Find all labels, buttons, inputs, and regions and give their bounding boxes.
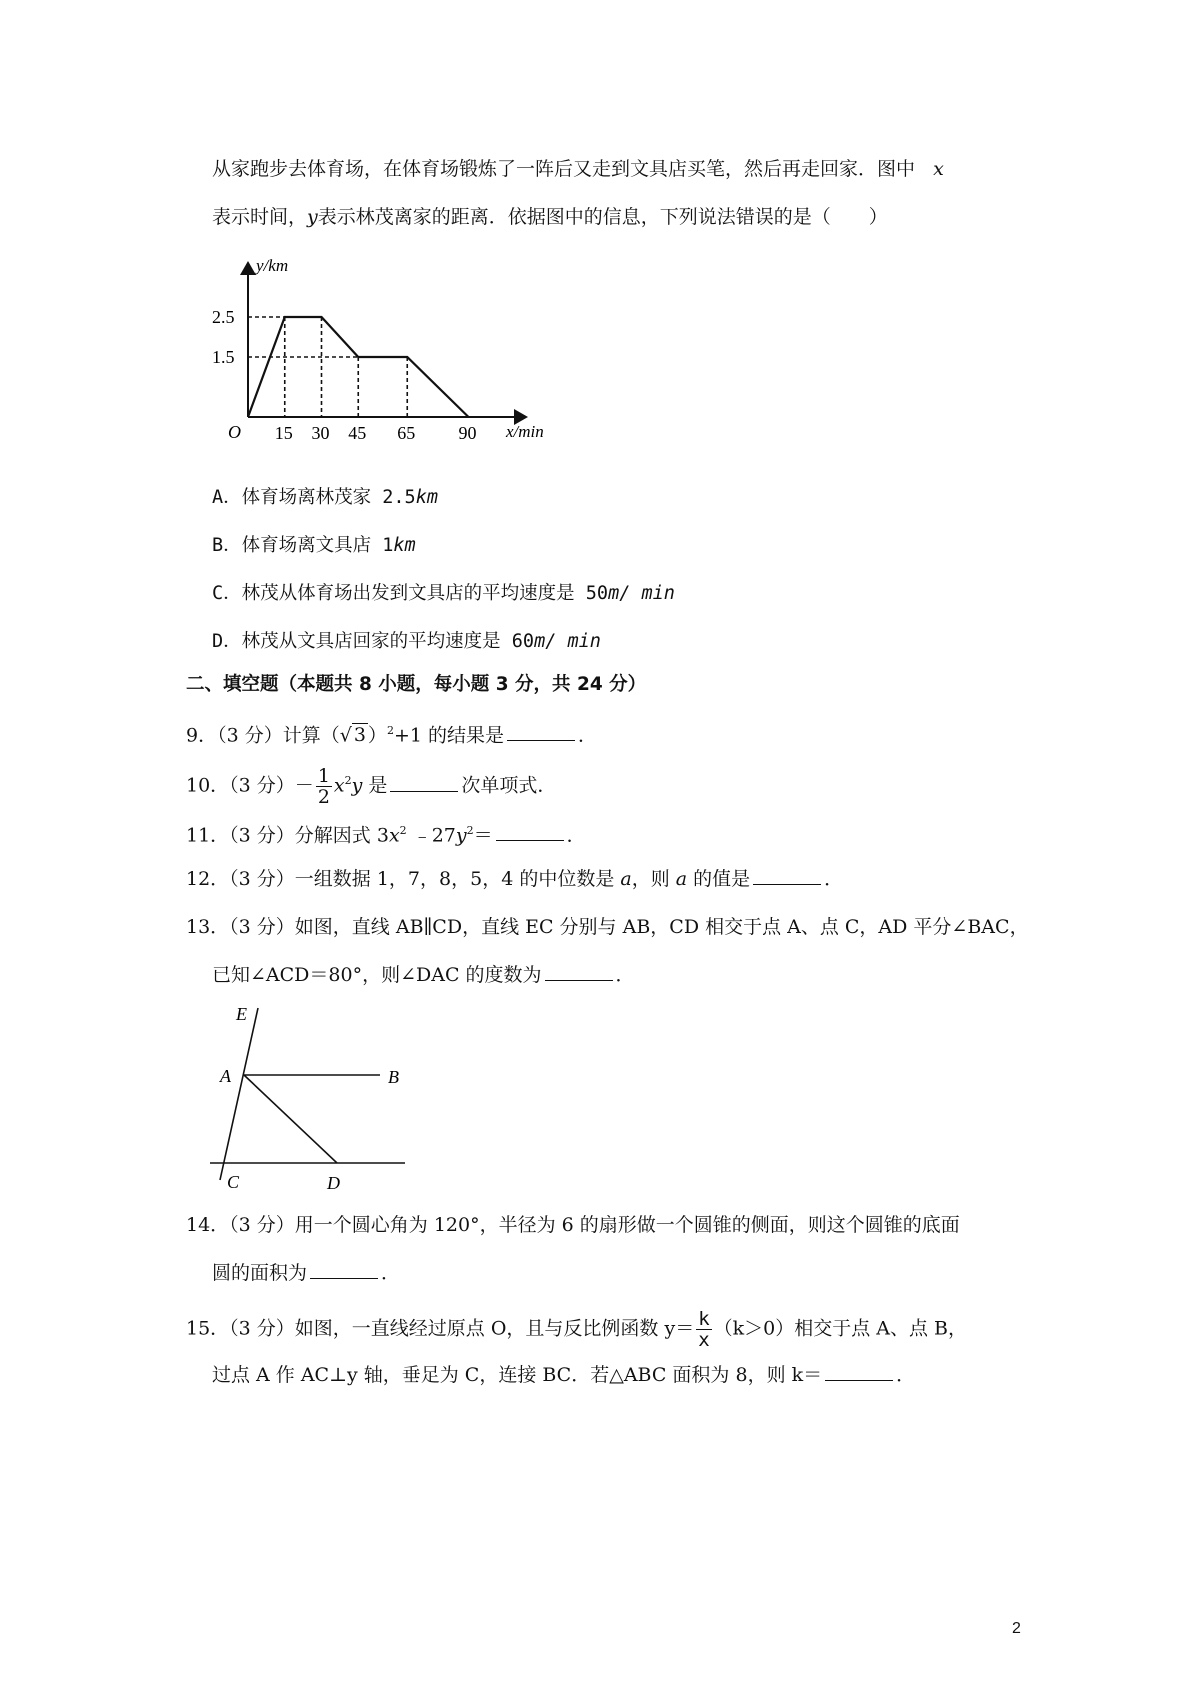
q8-x-var: x: [933, 158, 944, 180]
label-c: C: [227, 1172, 240, 1192]
q8-option-a: A．体育场离林茂家 2.5km: [212, 487, 438, 508]
section-heading: 二、填空题（本题共 8 小题，每小题 3 分，共 24 分）: [186, 674, 647, 695]
q11-answer-blank: [496, 822, 564, 841]
graph-y-tick-0: 2.5: [212, 307, 235, 327]
q10-fraction: $\frac{1}{2}$: [317, 765, 330, 808]
q14-line1: 14．（3 分）用一个圆心角为 120°，半径为 6 的扇形做一个圆锥的侧面，则这个圆锥的底面: [186, 1214, 960, 1236]
q13-line2: 已知∠ACD＝80°，则∠DAC 的度数为 ．: [212, 964, 635, 986]
line-ad: [244, 1075, 337, 1163]
graph-x-tick-1: 30: [311, 423, 330, 443]
graph-x-tick-4: 90: [458, 423, 477, 443]
q10-answer-blank: [390, 773, 458, 792]
label-e: E: [236, 1004, 247, 1024]
q15-fraction: $\frac{k}{x}$: [698, 1308, 710, 1351]
q9-answer-blank: [507, 722, 575, 741]
q13-line1: 13．（3 分）如图，直线 AB∥CD，直线 EC 分别与 AB，CD 相交于点 A、点 C，AD 平分∠BAC，: [186, 916, 1029, 938]
q10: 10．（3 分）－ $\frac{1}{2}$ $x^2y$ 是 次单项式．: [186, 765, 557, 808]
q8-option-d: D．林茂从文具店回家的平均速度是 60m/ min: [212, 631, 601, 652]
q8-distance-time-graph: [208, 255, 568, 455]
graph-x-tick-2: 45: [348, 423, 367, 443]
q14-answer-blank: [310, 1260, 378, 1279]
sqrt-symbol: √: [339, 724, 352, 747]
q8-option-c: C．林茂从体育场出发到文具店的平均速度是 50m/ min: [212, 583, 675, 604]
q9: 9．（3 分）计算（√ 3 ）$^2$+1 的结果是 ．: [186, 724, 598, 747]
q12-answer-blank: [753, 866, 821, 885]
graph-y-axis-label: y/km: [256, 256, 289, 275]
q13-answer-blank: [545, 962, 613, 981]
q8-line2: 表示时间，y表示林茂离家的距离．依据图中的信息，下列说法错误的是（ ）: [212, 206, 888, 228]
graph-x-tick-3: 65: [397, 423, 416, 443]
q13-parallel-lines-figure: [200, 1000, 430, 1195]
q11: 11．（3 分）分解因式 $3x^2$ $﹣27y^2=$ ．: [186, 824, 586, 847]
q15-line2: 过点 A 作 AC⊥y 轴，垂足为 C，连接 BC．若△ABC 面积为 8，则 k＝ ．: [212, 1364, 916, 1386]
graph-y-tick-1: 1.5: [212, 347, 235, 367]
q15-answer-blank: [825, 1362, 893, 1381]
graph-x-axis-label: x/min: [506, 422, 544, 441]
q12: 12．（3 分）一组数据 1，7，8，5，4 的中位数是 a，则 a 的值是 ．: [186, 868, 844, 890]
line-ec: [220, 1008, 258, 1180]
label-a: A: [220, 1066, 231, 1086]
q14-line2: 圆的面积为 ．: [212, 1262, 401, 1284]
q15-line1: 15．（3 分）如图，一直线经过原点 O，且与反比例函数 y＝ $\frac{k}{x}$ （k＞0）相交于点 A、点 B，: [186, 1308, 968, 1351]
page-number: 2: [1012, 1620, 1021, 1637]
q8-line1: 从家跑步去体育场，在体育场锻炼了一阵后又走到文具店买笔，然后再走回家．图中 x: [212, 158, 944, 180]
label-d: D: [327, 1173, 340, 1193]
q8-option-b: B．体育场离文具店 1km: [212, 535, 416, 556]
label-b: B: [388, 1067, 399, 1087]
graph-x-tick-0: 15: [274, 423, 293, 443]
graph-origin-label: O: [228, 422, 241, 442]
